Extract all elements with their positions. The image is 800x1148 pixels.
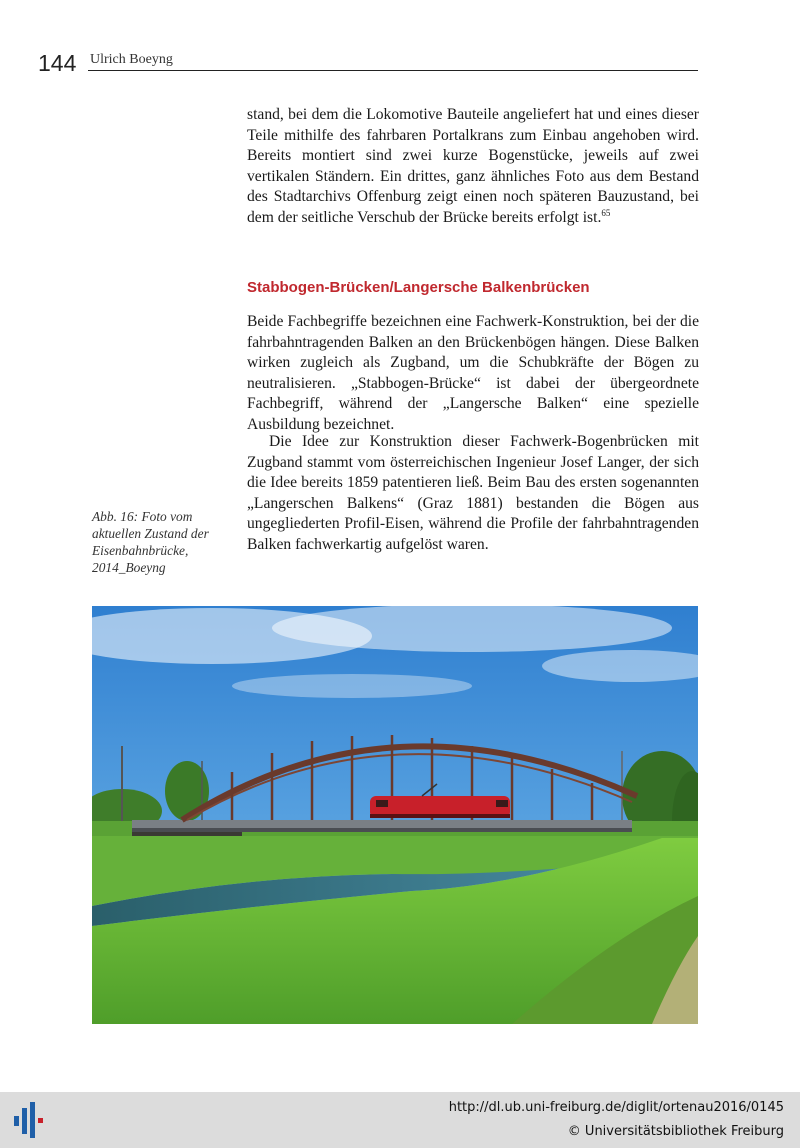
body-paragraph-3: Die Idee zur Konstruktion dieser Fachwerk-Bogenbrücken mit Zugband stammt vom österreichischen Ingenieur Josef Langer, der sich die Idee bereits 1859 patentieren ließ. Beim Bau des ersten sogenannten „Langerschen Balkens“ (Graz 1881) bestanden die Bögen aus ungegliederten Profil-Eisen, während die Profile der fahrbahntragenden Balken fachwerkartig aufgelöst waren. [247, 433, 699, 553]
footer-bar [0, 1092, 800, 1148]
body-paragraph-2: Beide Fachbegriffe bezeichnen eine Fachwerk-Konstruktion, bei der die fahrbahntragenden Balken an den Brückenbögen hängen. Diese Balken wirken zugleich als Zugband, um die Schubkräfte der Bögen zu neutralisieren. „Stabbogen-Brücke“ ist dabei der übergeordnete Fachbegriff, während der „Langersche Balken“ eine spezielle Ausbildung bezeichnet. [247, 313, 699, 433]
bridge-photo [92, 606, 698, 1024]
ub-freiburg-logo-icon [10, 1100, 50, 1140]
footnote-ref[interactable]: 65 [601, 207, 611, 218]
footer-url-link[interactable]: http://dl.ub.uni-freiburg.de/diglit/ortenau2016/0145 [448, 1100, 784, 1115]
body-paragraph-1 [247, 105, 699, 229]
running-head-author: Ulrich Boeyng [90, 52, 173, 67]
figure-caption: Abb. 16: Foto vom aktuellen Zustand der Eisenbahnbrücke, 2014_Boeyng [92, 509, 209, 575]
footer-copyright: © Universitätsbibliothek Freiburg [567, 1124, 784, 1139]
page-number: 144 [38, 50, 77, 76]
section-heading: Stabbogen-Brücken/Langersche Balkenbrücken [247, 279, 590, 296]
paragraph-1-text: stand, bei dem die Lokomotive Bauteile angeliefert hat und eines dieser Teile mithilfe des fahrbaren Portalkrans zum Einbau angehoben wird. Bereits montiert sind zwei kurze Bogenstücke, jeweils auf zwei vertikalen Ständern. Ein drittes, ganz ähnliches Foto aus dem Bestand des Stadtarchivs Offenburg zeigt einen noch späteren Bauzustand, bei dem der seitliche Verschub der Brücke bereits erfolgt ist. [247, 106, 699, 226]
header-rule [88, 70, 698, 71]
